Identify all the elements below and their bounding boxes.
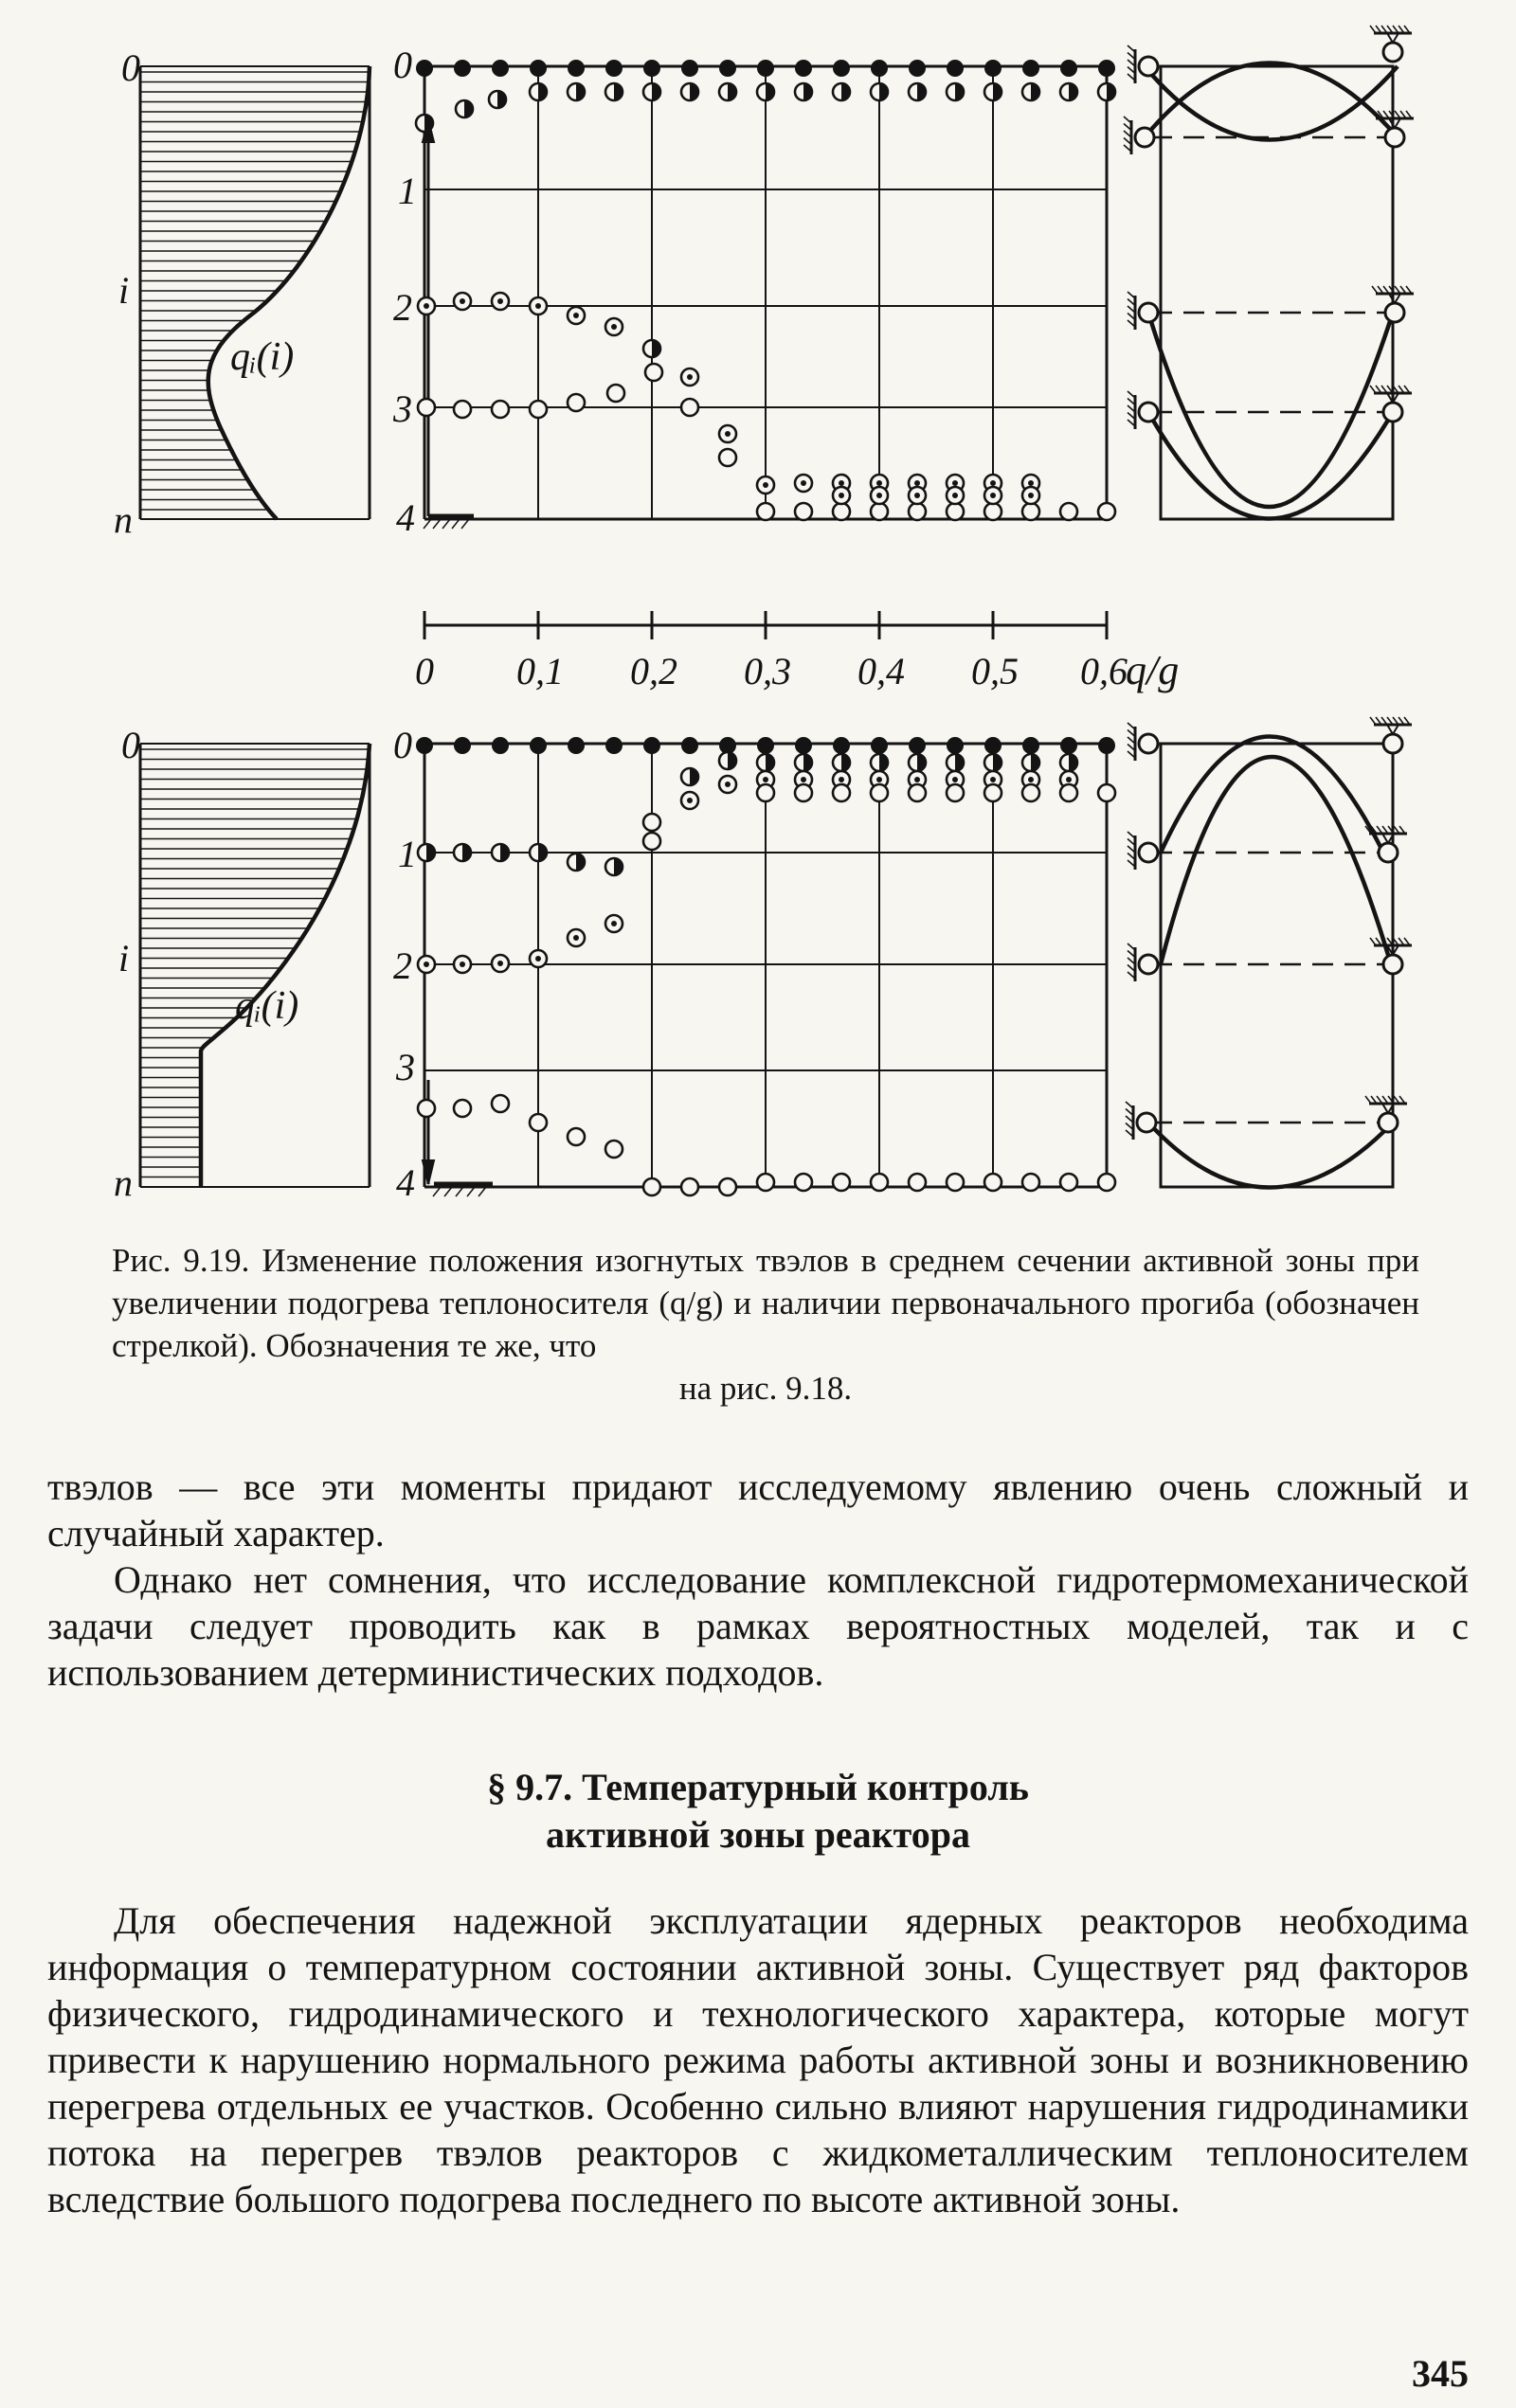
open-marker bbox=[947, 784, 964, 801]
marker-dot bbox=[952, 777, 958, 782]
bottom-curve-label: qᵢ(i) bbox=[235, 984, 299, 1028]
scale-unit: q/g bbox=[1126, 647, 1180, 693]
top-row-4: 4 bbox=[396, 496, 415, 539]
open-marker bbox=[530, 1114, 547, 1131]
marker-dot bbox=[497, 298, 503, 304]
filled-marker bbox=[416, 737, 433, 754]
open-marker bbox=[871, 1174, 888, 1191]
open-marker bbox=[643, 833, 660, 850]
filled-marker bbox=[681, 737, 698, 754]
open-marker bbox=[568, 1128, 585, 1145]
open-marker bbox=[1098, 503, 1115, 520]
open-marker bbox=[418, 399, 435, 416]
section-heading-1: § 9.7. Температурный контроль bbox=[487, 1766, 1029, 1808]
marker-dot bbox=[1028, 777, 1034, 782]
marker-dot bbox=[801, 480, 806, 486]
marker-dot bbox=[687, 798, 693, 803]
marker-dot bbox=[763, 777, 768, 782]
paragraph-1: твэлов — все эти моменты придают исследуемому явлению очень сложный и случайный характер. bbox=[47, 1465, 1469, 1554]
scale-tick-2: 0,2 bbox=[630, 650, 677, 692]
open-marker bbox=[757, 503, 774, 520]
marker-dot bbox=[914, 493, 920, 498]
hinge-circle bbox=[1379, 1113, 1398, 1132]
filled-marker bbox=[1022, 737, 1039, 754]
marker-dot bbox=[876, 777, 882, 782]
filled-marker bbox=[871, 60, 888, 77]
top-axis-0: 0 bbox=[121, 46, 140, 89]
bottom-row-4: 4 bbox=[396, 1161, 415, 1204]
hinge-circle bbox=[1139, 303, 1158, 322]
marker-dot bbox=[1028, 480, 1034, 486]
filled-marker bbox=[530, 60, 547, 77]
bottom-axis-i: i bbox=[118, 937, 130, 979]
top-axis-i: i bbox=[118, 269, 130, 312]
scale-tick-0: 0 bbox=[415, 650, 434, 692]
open-marker bbox=[1098, 784, 1115, 801]
open-marker bbox=[568, 394, 585, 411]
marker-dot bbox=[952, 493, 958, 498]
filled-marker bbox=[947, 737, 964, 754]
hatch-line bbox=[1370, 26, 1376, 33]
open-marker bbox=[871, 503, 888, 520]
marker-dot bbox=[914, 777, 920, 782]
bottom-axis-n: n bbox=[114, 1161, 133, 1204]
marker-dot bbox=[497, 961, 503, 966]
open-marker bbox=[757, 784, 774, 801]
open-marker bbox=[833, 503, 850, 520]
open-marker bbox=[1098, 1174, 1115, 1191]
open-marker bbox=[1022, 784, 1039, 801]
filled-marker bbox=[492, 737, 509, 754]
figure-caption bbox=[112, 1239, 1419, 1410]
marker-dot bbox=[573, 935, 579, 941]
marker-dot bbox=[424, 961, 429, 967]
filled-marker bbox=[643, 737, 660, 754]
open-marker bbox=[1060, 1174, 1077, 1191]
hatch-line bbox=[1128, 723, 1135, 729]
filled-marker bbox=[1060, 737, 1077, 754]
hinge-circle bbox=[1139, 955, 1158, 974]
marker-dot bbox=[763, 482, 768, 488]
filled-marker bbox=[605, 737, 623, 754]
open-marker bbox=[984, 784, 1002, 801]
filled-marker bbox=[605, 60, 623, 77]
marker-dot bbox=[839, 777, 844, 782]
hatch-line bbox=[1128, 292, 1135, 298]
filled-marker bbox=[909, 737, 926, 754]
marker-dot bbox=[725, 782, 731, 787]
hatch-line bbox=[1126, 1102, 1133, 1108]
filled-marker bbox=[681, 60, 698, 77]
marker-dot bbox=[876, 480, 882, 486]
hinge-circle bbox=[1139, 734, 1158, 753]
open-marker bbox=[1060, 503, 1077, 520]
filled-marker bbox=[568, 737, 585, 754]
marker-dot bbox=[990, 480, 996, 486]
marker-dot bbox=[1028, 493, 1034, 498]
marker-dot bbox=[725, 431, 731, 437]
top-row-1: 1 bbox=[398, 170, 417, 212]
hinge-circle bbox=[1385, 303, 1404, 322]
scale-tick-5: 0,5 bbox=[971, 650, 1019, 692]
hatch-line bbox=[1128, 832, 1135, 838]
open-marker bbox=[871, 784, 888, 801]
open-marker bbox=[719, 449, 736, 466]
top-beam-diagram bbox=[1124, 26, 1414, 519]
filled-marker bbox=[871, 737, 888, 754]
section-heading-2: активной зоны реактора bbox=[546, 1813, 970, 1856]
open-marker bbox=[645, 364, 662, 381]
hinge-circle bbox=[1137, 1113, 1156, 1132]
scale-tick-3: 0,3 bbox=[744, 650, 791, 692]
top-row-3: 3 bbox=[393, 387, 412, 430]
open-marker bbox=[833, 784, 850, 801]
open-marker bbox=[1022, 1174, 1039, 1191]
hatch-line bbox=[1370, 717, 1376, 725]
open-marker bbox=[643, 1178, 660, 1195]
open-marker bbox=[1022, 503, 1039, 520]
open-marker bbox=[984, 1174, 1002, 1191]
hatch-line bbox=[1128, 45, 1135, 52]
marker-dot bbox=[990, 493, 996, 498]
hatch-line bbox=[1128, 943, 1135, 950]
open-marker bbox=[795, 503, 812, 520]
hatch-line bbox=[1124, 117, 1131, 123]
filled-marker bbox=[530, 737, 547, 754]
caption-last-line: на рис. 9.18. bbox=[678, 1370, 853, 1407]
open-marker bbox=[418, 1100, 435, 1117]
filled-marker bbox=[909, 60, 926, 77]
top-histogram bbox=[140, 66, 370, 519]
marker-dot bbox=[914, 480, 920, 486]
open-marker bbox=[681, 399, 698, 416]
scale-tick-1: 0,1 bbox=[516, 650, 564, 692]
hinge-circle bbox=[1383, 734, 1402, 753]
open-marker bbox=[757, 1174, 774, 1191]
open-marker bbox=[909, 1174, 926, 1191]
marker-dot bbox=[573, 313, 579, 318]
scale-tick-6: 0,6 bbox=[1080, 650, 1128, 692]
open-marker bbox=[984, 503, 1002, 520]
open-marker bbox=[607, 385, 624, 402]
marker-dot bbox=[990, 777, 996, 782]
marker-dot bbox=[839, 493, 844, 498]
filled-marker bbox=[757, 737, 774, 754]
open-marker bbox=[795, 1174, 812, 1191]
open-marker bbox=[605, 1141, 623, 1158]
filled-marker bbox=[984, 60, 1002, 77]
q-g-scale bbox=[424, 611, 1107, 639]
filled-marker bbox=[833, 60, 850, 77]
marker-dot bbox=[460, 961, 465, 967]
marker-dot bbox=[876, 493, 882, 498]
top-grid bbox=[423, 66, 1107, 529]
hinge-circle bbox=[1383, 43, 1402, 62]
marker-dot bbox=[611, 324, 617, 330]
paragraph-2: Однако нет сомнения, что исследование комплексной гидротермомеханической задачи следует проводить как в рамках вероятностных моделей, так и с использованием детерминистических подходов. bbox=[47, 1558, 1469, 1694]
bottom-row-1: 1 bbox=[398, 833, 417, 875]
open-marker bbox=[454, 401, 471, 418]
top-curve-label: qᵢ(i) bbox=[230, 335, 295, 379]
hinge-circle bbox=[1383, 403, 1402, 422]
bottom-axis-0: 0 bbox=[121, 724, 140, 766]
marker-dot bbox=[687, 374, 693, 380]
open-marker bbox=[530, 401, 547, 418]
hatch-line bbox=[1128, 391, 1135, 398]
top-row-0: 0 bbox=[393, 44, 412, 86]
marker-dot bbox=[424, 303, 429, 309]
hinge-circle bbox=[1139, 403, 1158, 422]
marker-dot bbox=[839, 480, 844, 486]
bottom-row-0: 0 bbox=[393, 724, 412, 766]
bottom-beam-diagram bbox=[1126, 717, 1412, 1188]
filled-marker bbox=[492, 60, 509, 77]
filled-marker bbox=[795, 737, 812, 754]
open-marker bbox=[492, 401, 509, 418]
filled-marker bbox=[643, 60, 660, 77]
bottom-row-2: 2 bbox=[393, 944, 412, 987]
hinge-circle bbox=[1135, 128, 1154, 147]
open-marker bbox=[795, 784, 812, 801]
hinge-circle bbox=[1383, 955, 1402, 974]
hinge-circle bbox=[1379, 843, 1398, 862]
open-marker bbox=[719, 1178, 736, 1195]
filled-marker bbox=[795, 60, 812, 77]
open-marker bbox=[1060, 784, 1077, 801]
marker-dot bbox=[1066, 777, 1072, 782]
filled-marker bbox=[984, 737, 1002, 754]
filled-marker bbox=[416, 60, 433, 77]
caption-text: Рис. 9.19. Изменение положения изогнутых твэлов в среднем сечении активной зоны при увеличении подогрева теплоносителя (q/g) и наличии первоначального прогиба (обозначен стрелкой). Обозначения те же, что bbox=[112, 1242, 1419, 1364]
filled-marker bbox=[454, 737, 471, 754]
filled-marker bbox=[947, 60, 964, 77]
open-marker bbox=[909, 784, 926, 801]
filled-marker bbox=[454, 60, 471, 77]
filled-marker bbox=[568, 60, 585, 77]
hinge-circle bbox=[1385, 128, 1404, 147]
filled-marker bbox=[719, 60, 736, 77]
hatch-line bbox=[1370, 938, 1376, 945]
top-axis-n: n bbox=[114, 498, 133, 541]
page-number: 345 bbox=[1412, 2352, 1469, 2395]
hatch-line bbox=[1370, 386, 1376, 393]
filled-marker bbox=[1022, 60, 1039, 77]
open-marker bbox=[454, 1100, 471, 1117]
open-marker bbox=[681, 1178, 698, 1195]
hatch-line bbox=[1372, 286, 1378, 294]
open-marker bbox=[947, 503, 964, 520]
marker-dot bbox=[535, 303, 541, 309]
scale-tick-4: 0,4 bbox=[857, 650, 905, 692]
hatch-line bbox=[1365, 1096, 1371, 1104]
open-marker bbox=[947, 1174, 964, 1191]
filled-marker bbox=[833, 737, 850, 754]
top-row-2: 2 bbox=[393, 286, 412, 329]
marker-dot bbox=[460, 298, 465, 304]
hinge-circle bbox=[1139, 57, 1158, 76]
marker-dot bbox=[801, 777, 806, 782]
open-marker bbox=[492, 1095, 509, 1112]
bottom-grid bbox=[423, 744, 1107, 1196]
paragraph-3: Для обеспечения надежной эксплуатации ядерных реакторов необходима информация о температурном состоянии активной зоны. Существует ряд факторов физического, гидродинамического и технологического характера, которые могут привести к нарушению нормального режима работы активной зоны и возникновению перегрева отдельных ее участков. Особенно сильно влияют нарушения гидродинамики потока на перегрев твэлов реакторов с жидкометаллическим теплоносителем вследствие большого подогрева последнего по высоте активной зоны. bbox=[47, 1899, 1469, 2220]
filled-marker bbox=[1098, 737, 1115, 754]
open-marker bbox=[643, 814, 660, 831]
filled-marker bbox=[1098, 60, 1115, 77]
marker-dot bbox=[611, 921, 617, 926]
bottom-histogram bbox=[140, 744, 370, 1187]
filled-marker bbox=[1060, 60, 1077, 77]
bottom-row-3: 3 bbox=[396, 1046, 415, 1088]
open-marker bbox=[909, 503, 926, 520]
marker-dot bbox=[535, 956, 541, 961]
hinge-circle bbox=[1139, 843, 1158, 862]
filled-marker bbox=[757, 60, 774, 77]
open-marker bbox=[833, 1174, 850, 1191]
marker-dot bbox=[952, 480, 958, 486]
